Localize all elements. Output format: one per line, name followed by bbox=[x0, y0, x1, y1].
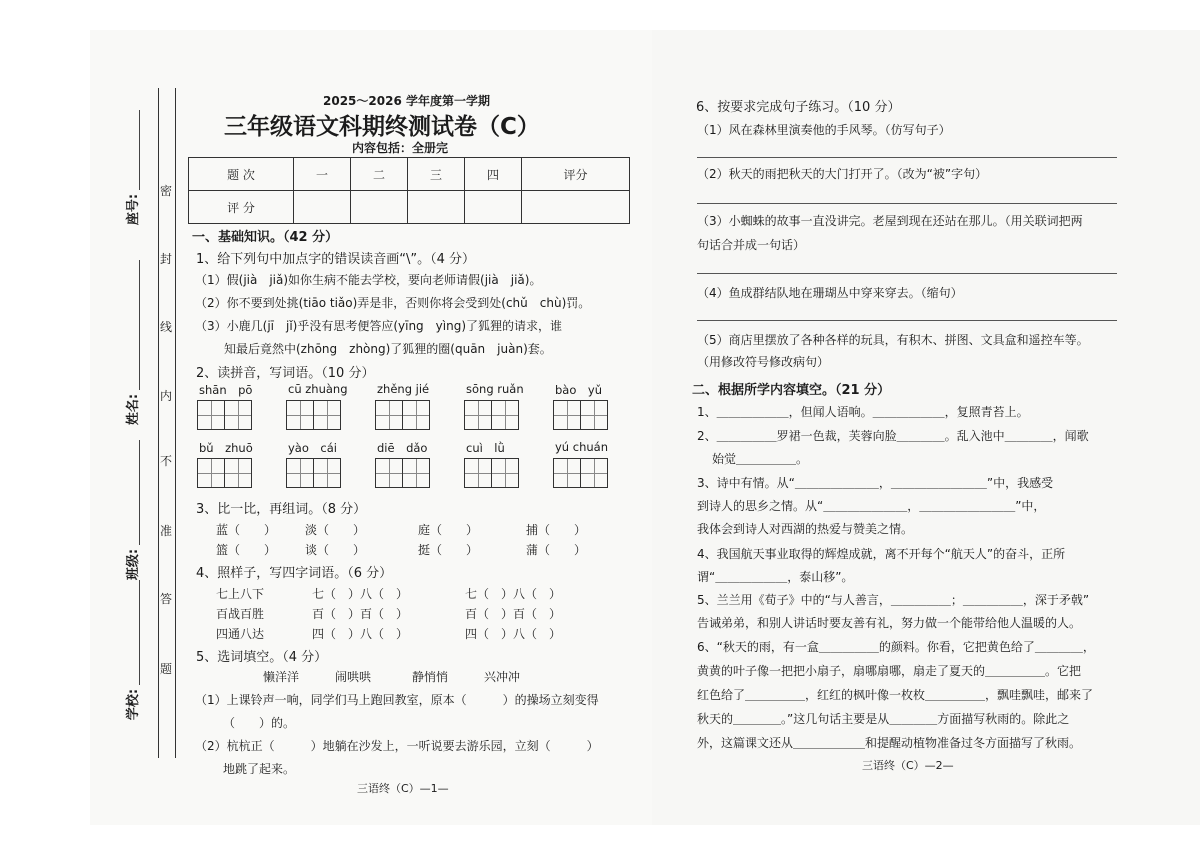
pinyin-prompt: yú chuán bbox=[555, 440, 608, 454]
writing-cell[interactable] bbox=[402, 400, 430, 430]
writing-cell[interactable] bbox=[224, 458, 252, 488]
fill-6: 6、“秋天的雨，有一盒＿＿＿＿＿的颜料。你看，它把黄色给了＿＿＿＿， bbox=[697, 640, 1095, 654]
pinyin-prompt: zhěng jié bbox=[377, 382, 430, 396]
score-cell[interactable] bbox=[465, 191, 522, 224]
binding-line-outer bbox=[158, 88, 159, 758]
pinyin-prompt: cuì lǜ bbox=[466, 441, 505, 455]
q4-answer[interactable]: 百（ ）百（ ） bbox=[465, 607, 562, 621]
answer-line[interactable] bbox=[697, 273, 1117, 274]
q3-title: 3、比一比，再组词。（8 分） bbox=[196, 502, 367, 517]
q4-example: 四通八达 bbox=[216, 627, 265, 641]
name-label: 姓名: bbox=[126, 393, 142, 426]
fill-5-cont: 告诫弟弟，和别人讲话时要友善有礼，努力做一个能带给他人温暖的人。 bbox=[697, 616, 1082, 630]
score-cell[interactable] bbox=[408, 191, 465, 224]
q6-item-3: （3）小蜘蛛的故事一直没讲完。老屋到现在还站在那儿。（用关联词把两 bbox=[697, 214, 1083, 228]
q1-title: 1、给下列句中加点字的错误读音画“\”。（4 分） bbox=[196, 252, 476, 267]
q5-word: 闹哄哄 bbox=[335, 670, 372, 684]
section-2-title: 二、根据所学内容填空。（21 分） bbox=[692, 383, 891, 398]
q6-item-1: （1）风在森林里演奏他的手风琴。（仿写句子） bbox=[697, 123, 951, 137]
name-blank[interactable] bbox=[139, 260, 140, 390]
seal-char: 内 bbox=[160, 389, 173, 403]
q4-answer[interactable]: 四（ ）八（ ） bbox=[465, 627, 562, 641]
fill-3-cont2: 我体会到诗人对西湖的热爱与赞美之情。 bbox=[697, 522, 914, 536]
q4-example: 七上八下 bbox=[216, 587, 265, 601]
writing-grid[interactable] bbox=[464, 458, 518, 488]
q3-row2-item[interactable]: 蒲（ ） bbox=[526, 543, 587, 557]
q4-answer[interactable]: 七（ ）八（ ） bbox=[465, 587, 562, 601]
answer-line[interactable] bbox=[697, 203, 1117, 204]
score-cell[interactable] bbox=[351, 191, 408, 224]
q1-item-3-cont: 知最后竟然中(zhōng zhòng)了狐狸的圈(quān juàn)套。 bbox=[224, 342, 552, 356]
score-table bbox=[188, 157, 630, 224]
score-header-cell: 题 次 bbox=[189, 158, 294, 191]
section-1-title: 一、基础知识。（42 分） bbox=[192, 230, 339, 245]
writing-grid[interactable] bbox=[553, 400, 607, 430]
writing-grid[interactable] bbox=[197, 458, 251, 488]
q5-item-1-cont: （ ）的。 bbox=[223, 716, 296, 730]
seat-number-label: 座号: bbox=[126, 193, 142, 226]
q6-item-3-cont: 句话合并成一句话） bbox=[697, 238, 806, 252]
seal-char: 线 bbox=[160, 320, 173, 334]
q4-answer[interactable]: 七（ ）八（ ） bbox=[312, 587, 409, 601]
fill-6-cont3: 秋天的＿＿＿＿。”这几句话主要是从＿＿＿＿方面描写秋雨的。除此之 bbox=[697, 712, 1070, 726]
q4-example: 百战百胜 bbox=[216, 607, 265, 621]
writing-cell[interactable] bbox=[580, 400, 608, 430]
q3-row2-item[interactable]: 挺（ ） bbox=[418, 543, 479, 557]
q3-row1-item[interactable]: 捕（ ） bbox=[526, 523, 587, 537]
q4-title: 4、照样子，写四字词语。（6 分） bbox=[196, 566, 393, 581]
left-page-footer: 三语终（C）—1— bbox=[357, 782, 449, 795]
pinyin-prompt: shān pō bbox=[199, 383, 253, 397]
writing-grid[interactable] bbox=[286, 400, 340, 430]
score-row-label: 评 分 bbox=[189, 191, 294, 224]
score-header-cell: 一 bbox=[294, 158, 351, 191]
pinyin-prompt: bǔ zhuō bbox=[199, 441, 253, 455]
school-label: 学校: bbox=[126, 688, 142, 721]
writing-grid[interactable] bbox=[375, 458, 429, 488]
binding-line-inner bbox=[175, 88, 176, 758]
q3-row1-item[interactable]: 蓝（ ） bbox=[216, 523, 277, 537]
q6-item-5: （5）商店里摆放了各种各样的玩具，有积木、拼图、文具盒和遥控车等。 bbox=[697, 333, 1089, 347]
seal-char: 不 bbox=[160, 454, 173, 468]
class-label: 班级: bbox=[126, 548, 142, 581]
writing-grid[interactable] bbox=[553, 458, 607, 488]
q5-item-2-cont: 地跳了起来。 bbox=[223, 762, 296, 776]
writing-cell[interactable] bbox=[313, 400, 341, 430]
writing-grid[interactable] bbox=[464, 400, 518, 430]
writing-cell[interactable] bbox=[464, 400, 492, 430]
writing-grid[interactable] bbox=[375, 400, 429, 430]
score-table-score-row bbox=[189, 191, 630, 224]
fill-2-cont: 始觉＿＿＿＿＿。 bbox=[712, 452, 809, 466]
writing-cell[interactable] bbox=[197, 458, 225, 488]
fill-6-cont4: 外，这篇课文还从＿＿＿＿＿＿和提醒动植物准备过冬方面描写了秋雨。 bbox=[697, 736, 1082, 750]
score-header-cell: 四 bbox=[465, 158, 522, 191]
q3-row1-item[interactable]: 淡（ ） bbox=[305, 523, 366, 537]
q4-answer[interactable]: 四（ ）八（ ） bbox=[312, 627, 409, 641]
q3-row2-item[interactable]: 谈（ ） bbox=[305, 543, 366, 557]
writing-cell[interactable] bbox=[286, 458, 314, 488]
q5-word: 静悄悄 bbox=[412, 670, 449, 684]
score-cell[interactable] bbox=[522, 191, 630, 224]
fill-6-cont: 黄黄的叶子像一把把小扇子，扇哪扇哪，扇走了夏天的＿＿＿＿＿。它把 bbox=[697, 664, 1082, 678]
q4-answer[interactable]: 百（ ）百（ ） bbox=[312, 607, 409, 621]
page-title: 三年级语文科期终测试卷（C） bbox=[224, 114, 540, 140]
writing-cell[interactable] bbox=[491, 458, 519, 488]
pinyin-prompt: cū zhuàng bbox=[288, 382, 348, 396]
fill-3: 3、诗中有情。从“＿＿＿＿＿＿＿，＿＿＿＿＿＿＿＿”中，我感受 bbox=[697, 476, 1054, 490]
score-header-cell: 三 bbox=[408, 158, 465, 191]
pinyin-prompt: diē dǎo bbox=[377, 441, 428, 455]
score-header-cell: 二 bbox=[351, 158, 408, 191]
writing-cell[interactable] bbox=[491, 400, 519, 430]
writing-cell[interactable] bbox=[286, 400, 314, 430]
seal-char: 准 bbox=[160, 524, 173, 538]
writing-cell[interactable] bbox=[313, 458, 341, 488]
fill-4: 4、我国航天事业取得的辉煌成就，离不开每个“航天人”的奋斗，正所 bbox=[697, 547, 1066, 561]
score-table-header-row bbox=[189, 158, 630, 191]
right-page-footer: 三语终（C）—2— bbox=[862, 759, 954, 772]
class-blank[interactable] bbox=[139, 440, 140, 545]
writing-cell[interactable] bbox=[553, 400, 581, 430]
seal-char: 题 bbox=[160, 662, 173, 676]
writing-cell[interactable] bbox=[402, 458, 430, 488]
seal-char: 答 bbox=[160, 592, 173, 606]
q6-item-4: （4）鱼成群结队地在珊瑚丛中穿来穿去。（缩句） bbox=[697, 286, 963, 300]
writing-grid[interactable] bbox=[197, 400, 251, 430]
q3-row1-item[interactable]: 庭（ ） bbox=[418, 523, 479, 537]
answer-line[interactable] bbox=[697, 320, 1117, 321]
writing-cell[interactable] bbox=[553, 458, 581, 488]
pinyin-prompt: yào cái bbox=[288, 441, 337, 455]
q6-title: 6、按要求完成句子练习。（10 分） bbox=[696, 100, 901, 115]
seat-number-blank[interactable] bbox=[139, 110, 140, 190]
q1-item-3: （3）小鹿几(jī jǐ)乎没有思考便答应(yīng yìng)了狐狸的请求，谁 bbox=[195, 319, 563, 333]
fill-4-cont: 谓“＿＿＿＿＿＿，泰山移”。 bbox=[697, 570, 854, 584]
school-blank[interactable] bbox=[139, 580, 140, 685]
fill-5: 5、兰兰用《荀子》中的“与人善言，＿＿＿＿＿；＿＿＿＿＿，深于矛戟” bbox=[697, 593, 1090, 607]
q6-item-2: （2）秋天的雨把秋天的大门打开了。（改为“被”字句） bbox=[697, 167, 988, 181]
answer-line[interactable] bbox=[697, 157, 1117, 158]
q5-item-2: （2）杭杭正（ ）地躺在沙发上，一听说要去游乐园，立刻（ ） bbox=[195, 739, 599, 753]
score-cell[interactable] bbox=[294, 191, 351, 224]
q5-title: 5、选词填空。（4 分） bbox=[196, 650, 328, 665]
q1-item-2: （2）你不要到处挑(tiāo tiǎo)弄是非，否则你将会受到处(chǔ chù)罚。 bbox=[195, 296, 591, 310]
pinyin-prompt: sōng ruǎn bbox=[466, 382, 524, 396]
writing-cell[interactable] bbox=[464, 458, 492, 488]
q5-word: 懒洋洋 bbox=[263, 670, 300, 684]
seal-char: 封 bbox=[160, 252, 173, 266]
writing-cell[interactable] bbox=[375, 400, 403, 430]
q3-row2-item[interactable]: 篮（ ） bbox=[216, 543, 277, 557]
fill-3-cont: 到诗人的思乡之情。从“＿＿＿＿＿＿＿，＿＿＿＿＿＿＿＿”中， bbox=[697, 499, 1046, 513]
q6-item-5-cont: （用修改符号修改病句） bbox=[697, 355, 830, 369]
q1-item-1: （1）假(jià jiǎ)如你生病不能去学校，要向老师请假(jià jiǎ)。 bbox=[195, 273, 542, 287]
fill-1: 1、＿＿＿＿＿＿，但闻人语响。＿＿＿＿＿＿，复照青苔上。 bbox=[697, 405, 1029, 419]
writing-grid[interactable] bbox=[286, 458, 340, 488]
pinyin-prompt: bào yǔ bbox=[555, 383, 602, 397]
fill-6-cont2: 红色给了＿＿＿＿＿，红红的枫叶像一枚枚＿＿＿＿＿，飘哇飘哇，邮来了 bbox=[697, 688, 1094, 702]
term-label: 2025～2026 学年度第一学期 bbox=[323, 94, 490, 108]
scope-label: 内容包括：全册完 bbox=[352, 141, 449, 155]
writing-cell[interactable] bbox=[375, 458, 403, 488]
fill-2: 2、＿＿＿＿＿罗裙一色裁，芙蓉向脸＿＿＿＿。乱入池中＿＿＿＿，闻歌 bbox=[697, 429, 1089, 443]
q5-word: 兴冲冲 bbox=[484, 670, 521, 684]
score-header-cell: 评分 bbox=[522, 158, 630, 191]
q2-title: 2、读拼音，写词语。（10 分） bbox=[196, 366, 375, 381]
writing-cell[interactable] bbox=[580, 458, 608, 488]
seal-char: 密 bbox=[160, 184, 173, 198]
q5-item-1: （1）上课铃声一响，同学们马上跑回教室，原本（ ）的操场立刻变得 bbox=[195, 693, 599, 707]
writing-cell[interactable] bbox=[197, 400, 225, 430]
writing-cell[interactable] bbox=[224, 400, 252, 430]
